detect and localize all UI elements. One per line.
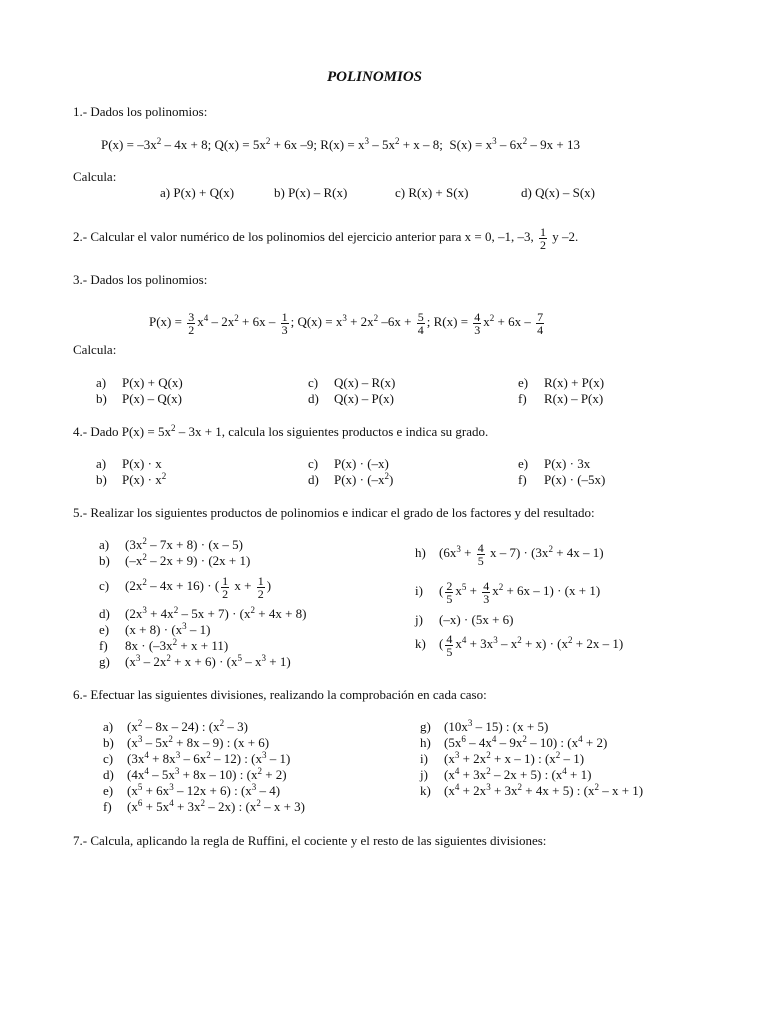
ex1-heading: 1.- Dados los polinomios: bbox=[73, 104, 208, 119]
page-title: POLINOMIOS bbox=[327, 69, 423, 85]
ex6-item-b: b) $(x^3 - 5x^2 + 8x - 9)$ : (x + 6) bbox=[103, 734, 270, 750]
ex3-item-c: c) Q(x) – R(x) bbox=[308, 375, 396, 390]
ex6-item-h: h) $(5x^6 - 4x^4 - 9x^2 - 10)$ : $(x^4 + 2)$ bbox=[420, 734, 608, 750]
ex5-item-d: d) $(2x^3 + 4x^2 - 5x + 7) \cdot (x^2 + 4x + 8)$ bbox=[99, 605, 307, 621]
ex1-item-a: a) P(x) + Q(x) bbox=[160, 185, 235, 200]
ex6-item-j: j) $(x^4 + 3x^2 - 2x + 5)$ : $(x^4 + 1)$ bbox=[420, 766, 592, 782]
ex4-item-e: e) P(x) · 3x bbox=[518, 456, 591, 471]
ex6-item-e: e) $(x^5 + 6x^3 - 12x + 6)$ : $(x^3 - 4)$ bbox=[103, 782, 281, 798]
ex4-item-c: c) P(x) · (–x) bbox=[308, 456, 389, 471]
ex5-item-i: i) ( $\frac{2}{5}$ $x^5$ + $\frac{4}{3}$ $x^2 + 6x - 1) \cdot (x + 1)$ bbox=[415, 578, 601, 606]
ex3-item-b: b) P(x) – Q(x) bbox=[96, 391, 182, 406]
ex5-item-f: f) $8x \cdot (-3x^2 + x + 11)$ bbox=[99, 637, 229, 653]
ex5-item-j: j) (–x) · (5x + 6) bbox=[415, 612, 514, 627]
ex1-calcula: Calcula: bbox=[73, 169, 117, 184]
ex3-item-a: a) P(x) + Q(x) bbox=[96, 375, 183, 390]
ex6-item-f: f) $(x^6 + 5x^4 + 3x^2 - 2x)$ : $(x^2 - x + 3)$ bbox=[103, 798, 305, 814]
ex1-item-b: b) P(x) – R(x) bbox=[274, 185, 348, 200]
ex5-item-a: a) $(3x^2 - 7x + 8) \cdot (x - 5)$ bbox=[99, 536, 243, 552]
ex2-fraction: $\frac{1}{2}$ bbox=[540, 224, 546, 252]
ex3-item-f: f) R(x) – P(x) bbox=[518, 391, 604, 406]
ex5-item-c: c) $(2x^2 - 4x + 16)$ · ( $\frac{1}{2}$ x + $\frac{1}{2}$ ) bbox=[99, 573, 272, 601]
ex6-item-a: a) $(x^2 - 8x - 24)$ : $(x^2 - 3)$ bbox=[103, 718, 248, 734]
ex5-item-k: k) ( $\frac{4}{5}$ $x^4 + 3x^3 - x^2 + x) \cdot (x^2 + 2x - 1)$ bbox=[415, 631, 624, 659]
ex1-polynomials: $P(x) = -3x^2 - 4x + 8$; $Q(x) = 5x^2 + 6x$ –9; $R(x) = x^3 - 5x^2 + x - 8$; $S(x) = x^3 - 6x^2 - 9x + 13$ bbox=[101, 136, 580, 152]
ex3-polynomials: P(x) = $\frac{3}{2}$ $x^4 - 2x^2 + 6x$ – $\frac{1}{3}$ ; $Q(x) = x^3 + 2x^2$ –6x + $\frac{5}{4}$ ; R(x) = $\frac{4}{3}$ $x^2 + 6x$ – $\frac{7}{4}$ bbox=[149, 309, 544, 337]
ex5-item-h: h) ($6x^3$ + $\frac{4}{5}$ $x - 7) \cdot (3x^2 + 4x - 1)$ bbox=[415, 540, 604, 568]
ex6-item-d: d) $(4x^4 - 5x^3 + 8x - 10)$ : $(x^2 + 2)$ bbox=[103, 766, 287, 782]
ex1-item-d: d) Q(x) – S(x) bbox=[521, 185, 596, 200]
ex5-item-e: e) $(x + 8) \cdot (x^3 - 1)$ bbox=[99, 621, 211, 637]
ex1-item-c: c) R(x) + S(x) bbox=[395, 185, 469, 200]
ex5-text: 5.- Realizar los siguientes productos de polinomios e indicar el grado de los factores y del resultado: bbox=[73, 505, 595, 520]
ex3-heading: 3.- Dados los polinomios: bbox=[73, 272, 208, 287]
ex6-text: 6.- Efectuar las siguientes divisiones, realizando la comprobación en cada caso: bbox=[73, 687, 487, 702]
ex3-calcula: Calcula: bbox=[73, 342, 117, 357]
ex6-item-i: i) $(x^3 + 2x^2 + x - 1)$ : $(x^2 - 1)$ bbox=[420, 750, 585, 766]
ex6-item-c: c) $(3x^4 + 8x^3 - 6x^2 - 12)$ : $(x^3 - 1)$ bbox=[103, 750, 291, 766]
ex3-item-d: d) Q(x) – P(x) bbox=[308, 391, 394, 406]
ex4-text: 4.- Dado $P(x) = 5x^2 - 3x + 1$, calcula los siguientes productos e indica su grado. bbox=[73, 423, 489, 439]
ex6-item-k: k) $(x^4 + 2x^3 + 3x^2 + 4x + 5)$ : $(x^2 - x + 1)$ bbox=[420, 782, 644, 798]
ex4-item-f: f) P(x) · (–5x) bbox=[518, 472, 606, 487]
ex4-item-a: a) P(x) · x bbox=[96, 456, 162, 471]
ex2-text: 2.- Calcular el valor numérico de los polinomios del ejercicio anterior para x = 0, –1, –3, $\frac{1}{2}$ y –2. bbox=[73, 224, 579, 252]
ex6-item-g: g) $(10x^3 - 15)$ : (x + 5) bbox=[420, 718, 549, 734]
ex3-item-e: e) R(x) + P(x) bbox=[518, 375, 605, 390]
ex4-item-d: d) $P(x) \cdot (-x^2)$ bbox=[308, 471, 394, 487]
ex5-item-b: b) $(-x^2 - 2x + 9) \cdot (2x + 1)$ bbox=[99, 552, 251, 568]
ex7-text: 7.- Calcula, aplicando la regla de Ruffini, el cociente y el resto de las siguientes divisiones: bbox=[73, 833, 547, 848]
ex4-item-b: b) $P(x) \cdot x^2$ bbox=[96, 471, 167, 487]
ex5-item-g: g) $(x^3 - 2x^2 + x + 6) \cdot (x^5 - x^3 + 1)$ bbox=[99, 653, 291, 669]
